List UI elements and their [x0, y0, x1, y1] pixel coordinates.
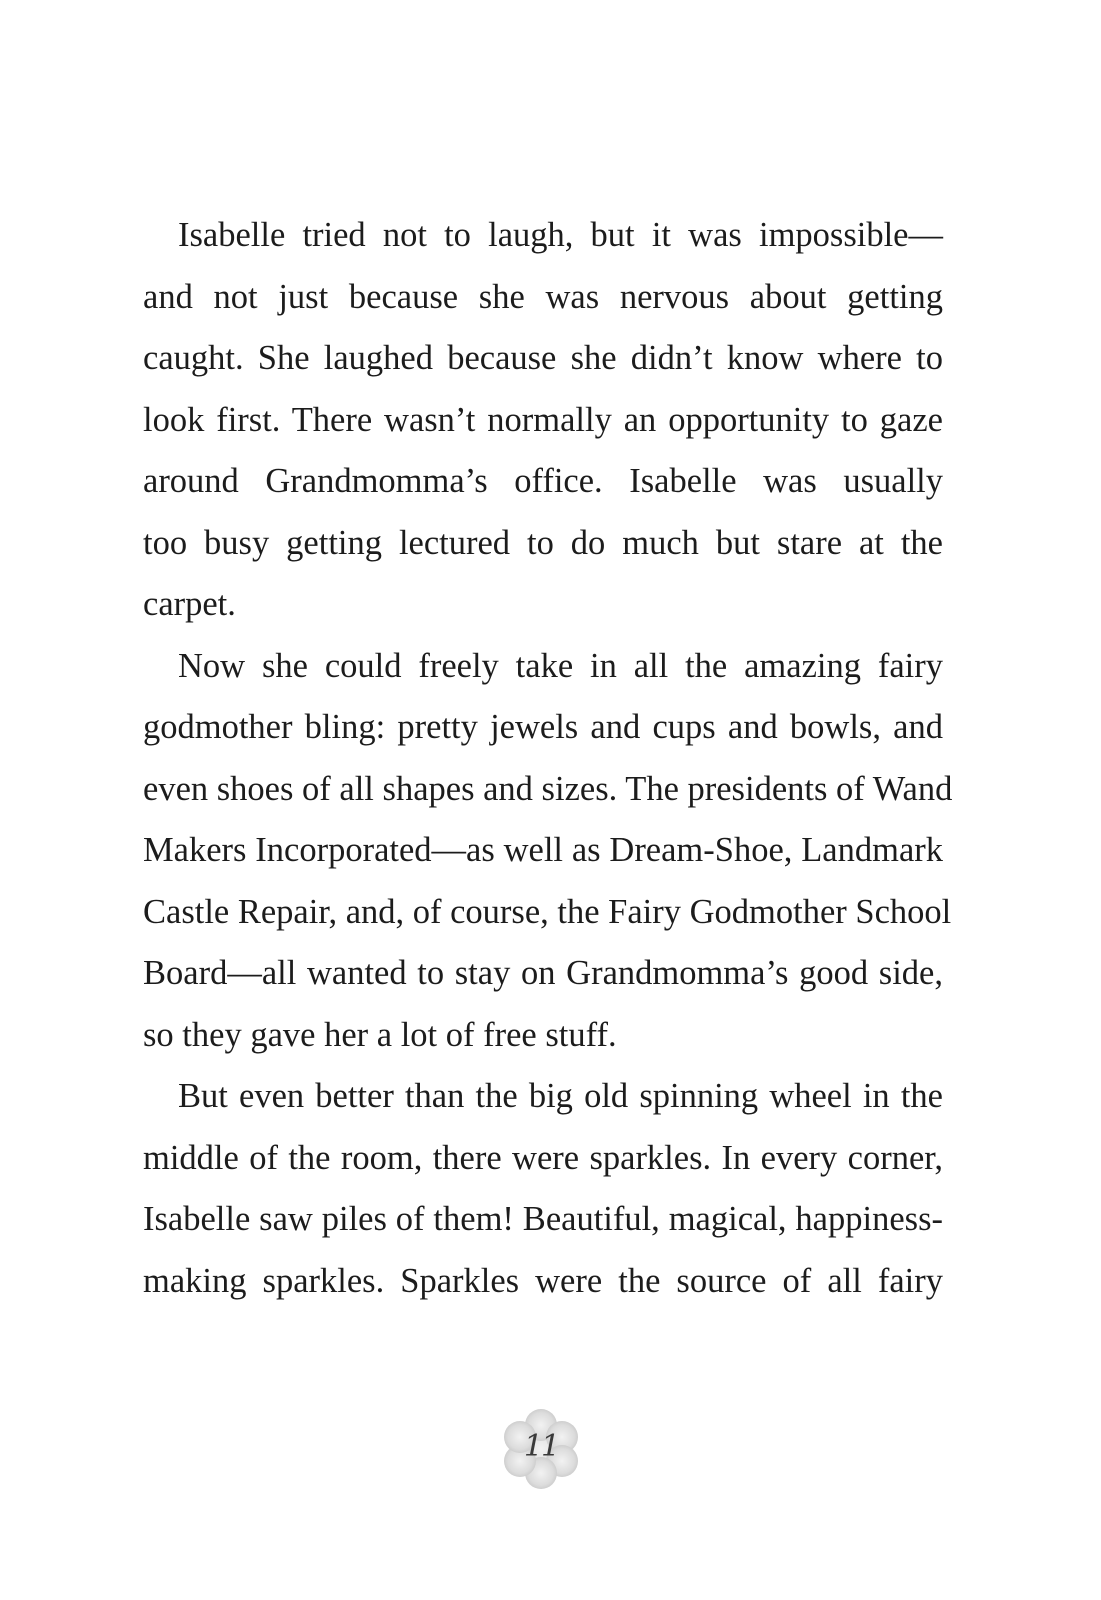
page-text	[143, 205, 953, 1312]
text-line: Castle Repair, and, of course, the Fairy Godmother School	[143, 892, 952, 931]
text-line: Isabelle tried not to laugh, but it was impossible—	[178, 216, 943, 254]
text-line: so they gave her a lot of free stuff.	[143, 1015, 617, 1054]
text-line: caught. She laughed because she didn’t know where to	[143, 339, 943, 377]
text-line: middle of the room, there were sparkles. In every corner,	[143, 1138, 943, 1177]
text-line: Now she could freely take in all the amazing fairy	[178, 646, 943, 685]
paragraph-2	[143, 636, 953, 1067]
paragraph-1	[143, 205, 943, 636]
text-line: look first. There wasn’t normally an opportunity to gaze	[143, 400, 943, 439]
page-number	[500, 1408, 582, 1490]
text-line: too busy getting lectured to do much but stare at the	[143, 523, 943, 562]
text-line: carpet.	[143, 585, 236, 623]
paragraph-3	[143, 1066, 943, 1312]
text-line: around Grandmomma’s office. Isabelle was usually	[143, 462, 943, 500]
text-line: even shoes of all shapes and sizes. The presidents of Wand	[143, 769, 953, 808]
text-line: Makers Incorporated—as well as Dream-Shoe, Landmark	[143, 831, 943, 869]
page-number-text: 11	[523, 1429, 559, 1464]
text-line: making sparkles. Sparkles were the source of all fairy	[143, 1261, 943, 1300]
text-line: Board—all wanted to stay on Grandmomma’s good side,	[143, 954, 943, 992]
text-line: and not just because she was nervous about getting	[143, 277, 943, 316]
text-line: But even better than the big old spinning wheel in the	[178, 1077, 943, 1115]
text-line: godmother bling: pretty jewels and cups and bowls, and	[143, 708, 943, 746]
text-line: Isabelle saw piles of them! Beautiful, magical, happiness-	[143, 1200, 943, 1238]
